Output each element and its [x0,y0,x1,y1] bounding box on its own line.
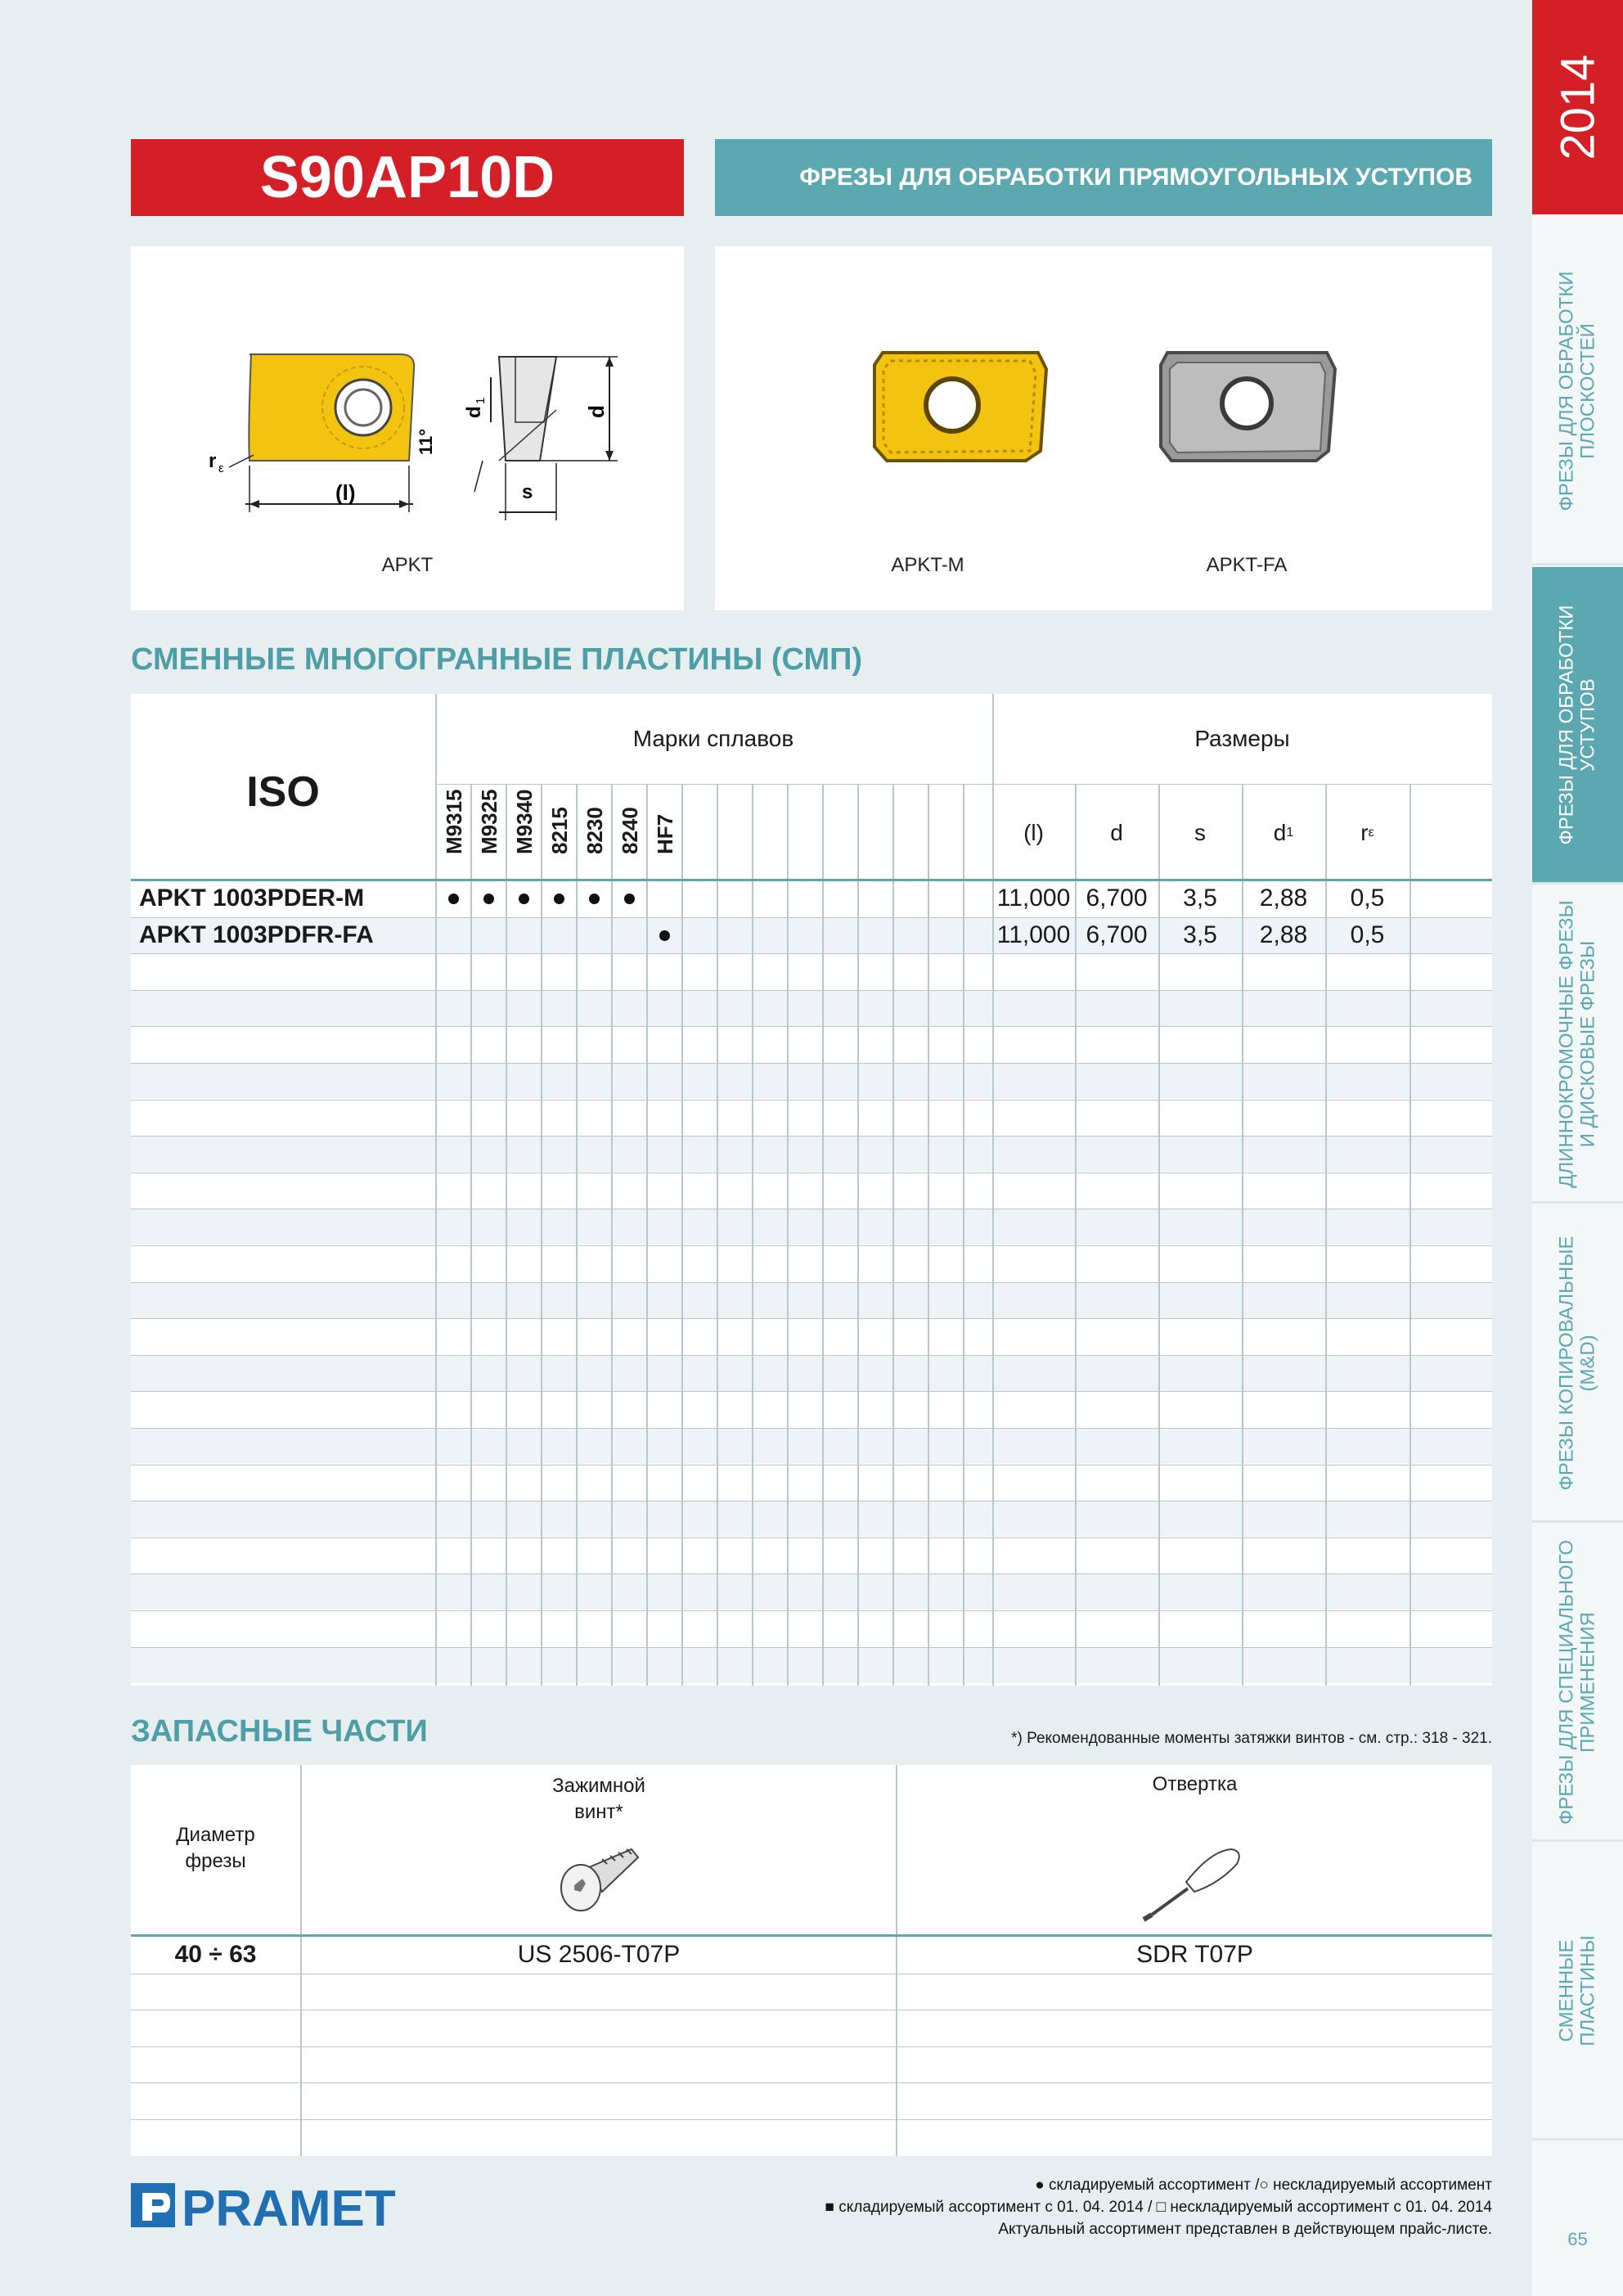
year-label: 2014 [1551,54,1604,160]
dimension-label: s [1194,820,1206,845]
dimension-label: r [1360,820,1369,845]
grid-line [131,1026,1492,1027]
product-title: S90AP10D [131,139,684,216]
row-stripe [131,1282,1492,1318]
sidebar-tab-long-edge[interactable] [1532,886,1623,1204]
dim-d1-sub: 1 [474,397,488,404]
grid-line [752,784,753,1686]
header-line: Диаметр [176,1824,255,1846]
insert-photos [715,246,1492,610]
grid-line [681,784,683,1686]
grades-header: Марки сплавов [632,726,794,751]
insert-drawing-panel [131,246,684,610]
diameter-col-header [131,1822,300,1875]
diameter-value: 40 ÷ 63 [174,1941,257,1968]
row-stripe [131,1063,1492,1099]
dim-d1-label: d [463,406,485,418]
tab-line: ДЛИННОКРОМОЧНЫЕ ФРЕЗЫ [1555,899,1578,1188]
grid-line [506,784,507,1686]
grid-line [857,784,859,1686]
grade-header: M9315 [442,789,466,854]
row-stripe [131,1209,1492,1245]
grid-line [131,2046,1492,2047]
screw-col-header [302,1773,896,1826]
dimension-value: 6,700 [1086,885,1148,912]
grid-line [131,1136,1492,1137]
stock-dot [448,894,459,904]
stock-dot [624,894,635,904]
tab-line: ФРЕЗЫ ДЛЯ СПЕЦИАЛЬНОГО [1555,1539,1578,1825]
sidebar-tab-inserts[interactable] [1532,1844,1623,2141]
dim-r-label: r [209,450,217,472]
product-category: ФРЕЗЫ ДЛЯ ОБРАБОТКИ ПРЯМОУГОЛЬНЫХ УСТУПОВ [715,139,1492,216]
insert-fa-caption: APKT-FA [1206,554,1288,576]
row-stripe [131,1355,1492,1391]
insert-photos-panel [715,246,1492,610]
screwdriver-icon [1137,1843,1252,1925]
grid-line [1409,784,1411,1686]
dimension-value: 3,5 [1183,921,1217,948]
dimension-header [992,800,1075,866]
grid-line [131,1100,1492,1101]
drawing-caption: APKT [381,554,434,576]
grade-header: M9340 [512,789,537,854]
dimension-value: 3,5 [1183,885,1217,912]
grade-header: 8215 [547,807,572,854]
stock-dot [483,894,494,904]
grid-line [576,784,578,1686]
grid-line [131,1610,1492,1611]
sidebar-tab-special[interactable] [1532,1524,1623,1842]
grid-line [717,784,718,1686]
grid-line [131,1647,1492,1648]
stock-dot [659,930,670,941]
dimension-value: 2,88 [1259,921,1308,948]
grid-line [822,784,824,1686]
row-stripe [131,1647,1492,1683]
torque-note: *) Рекомендованные моменты затяжки винтов - см. стр.: 318 - 321. [1011,1730,1492,1747]
grid-line [892,784,894,1686]
insert-code: APKT 1003PDFR-FA [139,921,374,948]
spare-parts-title: ЗАПАСНЫЕ ЧАСТИ [131,1714,428,1749]
grade-header: 8230 [582,807,607,854]
spare-parts-table [131,1765,1492,2156]
dim-l-label: (l) [335,480,356,505]
grade-header: HF7 [653,813,677,854]
dim-r-sub: ε [218,461,224,475]
insert-code: APKT 1003PDER-M [139,885,365,912]
insert-fa-photo [1161,353,1335,461]
sidebar-tab-copy-milling[interactable] [1532,1205,1623,1523]
dimension-value: 6,700 [1086,921,1148,948]
grid-line [541,784,542,1686]
grid-line [131,990,1492,991]
legend-line-2: ■ складируемый ассортимент с 01. 04. 2014 / □ нескладируемый ассортимент с 01. 04. 2014 [825,2199,1492,2216]
inserts-section-title: СМЕННЫЕ МНОГОГРАННЫЕ ПЛАСТИНЫ (СМП) [131,642,863,677]
dim-angle-label: 11° [416,428,436,455]
dimension-subscript: 1 [1286,826,1294,840]
dimension-value: 11,000 [996,885,1071,912]
tab-line: ФРЕЗЫ ДЛЯ ОБРАБОТКИ [1555,604,1578,845]
tab-line: ПРИМЕНЕНИЯ [1576,1611,1599,1753]
grid-line [611,784,613,1686]
driver-value: SDR T07P [1136,1941,1253,1968]
grid-line [131,1428,1492,1429]
row-stripe [131,1428,1492,1464]
sidebar-tab-shoulder-milling[interactable] [1532,567,1623,885]
dimension-value: 0,5 [1350,921,1385,948]
grid-line [928,784,929,1686]
tab-line: СМЕННЫЕ [1555,1939,1578,2042]
dimension-header [1242,800,1325,866]
tab-line: ФРЕЗЫ ДЛЯ ОБРАБОТКИ [1555,271,1578,511]
dimension-label: (l) [1023,820,1044,845]
grid-line [131,1282,1492,1283]
tab-line: ПЛОСКОСТЕЙ [1576,323,1599,459]
insert-m-photo [874,353,1046,461]
iso-header: ISO [246,768,320,816]
dimension-label: d [1110,820,1123,845]
grade-header: 8240 [618,807,642,854]
row-stripe [131,990,1492,1026]
grid-line [131,1573,1492,1574]
grid-line [131,1245,1492,1246]
header-line: фрезы [185,1850,246,1872]
grade-header: M9325 [477,789,501,854]
dimension-label: d [1273,820,1287,845]
dimension-value: 2,88 [1259,885,1308,912]
tab-line: ПЛАСТИНЫ [1576,1935,1599,2046]
stock-dot [589,894,600,904]
tab-line: (M&D) [1576,1334,1599,1392]
page-number: 65 [1567,2229,1588,2249]
dimensions-header: Размеры [1194,726,1290,751]
grid-line [963,784,964,1686]
legend-line-3: Актуальный ассортимент представлен в действующем прайс-листе. [998,2221,1492,2238]
dimension-header [1325,800,1409,866]
driver-col-header: Отвертка [1152,1773,1238,1795]
grid-line [131,1537,1492,1538]
dimension-value: 0,5 [1350,885,1385,912]
dimension-subscript: ε [1368,826,1374,840]
tab-line: ФРЕЗЫ КОПИРОВАЛЬНЫЕ [1555,1235,1578,1491]
grid-line [131,1391,1492,1392]
clamping-screw-icon [556,1843,646,1916]
grid-line [787,784,789,1686]
row-stripe [131,1136,1492,1172]
header-line: винт* [574,1801,623,1823]
row-stripe [131,1501,1492,1537]
grid-line [131,953,1492,954]
header-line: Зажимной [552,1775,645,1797]
grid-line [131,1318,1492,1319]
stock-dot [554,894,564,904]
legend-line-1: ● складируемый ассортимент /○ нескладируемый ассортимент [1035,2177,1492,2194]
dimension-header [1075,800,1158,866]
screw-value: US 2506-T07P [517,1941,681,1968]
insert-m-caption: APKT-M [891,554,964,576]
dimension-value: 11,000 [996,921,1071,948]
grid-line [646,784,648,1686]
inserts-table [131,694,1492,1686]
dim-d-label: d [584,405,609,418]
grid-line [435,784,1492,785]
dimension-header [1158,800,1242,866]
logo-text: PRAMET [182,2181,396,2232]
grid-line [131,2082,1492,2083]
grid-line [131,2119,1492,2120]
grid-line [131,1063,1492,1064]
tab-line: И ДИСКОВЫЕ ФРЕЗЫ [1576,940,1599,1147]
grid-line [131,1355,1492,1356]
dim-s-label: s [522,481,533,503]
tab-line: УСТУПОВ [1576,678,1599,772]
sidebar-tab-face-milling[interactable] [1532,219,1623,565]
pramet-logo [131,2178,401,2232]
grid-line [470,784,472,1686]
stock-dot [519,894,529,904]
row-stripe [131,1573,1492,1609]
year-tab [1532,0,1623,214]
